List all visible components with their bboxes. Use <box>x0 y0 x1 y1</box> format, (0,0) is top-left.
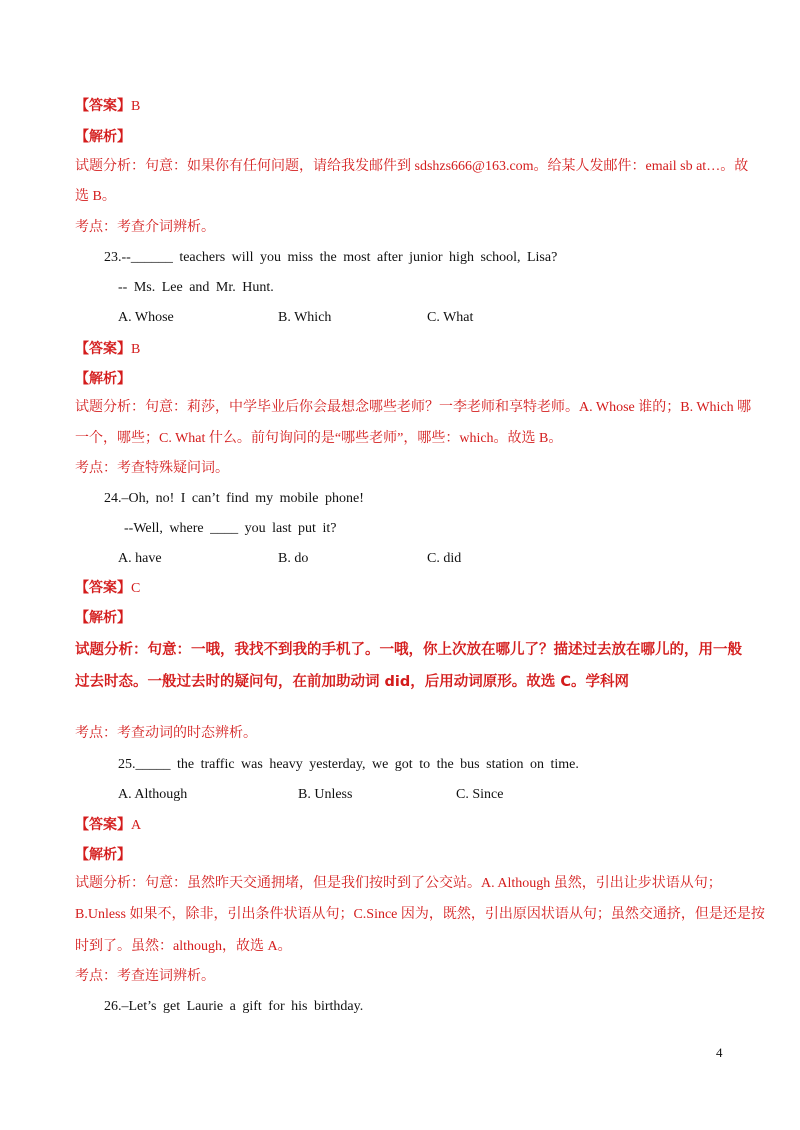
q25-option-c: C. Since <box>456 787 504 802</box>
q22-point: 考点：考查介词辨析。 <box>75 220 215 235</box>
answer-tag: 【答案】 <box>75 341 131 357</box>
q24-analysis-tag <box>75 608 131 629</box>
answer-value: B <box>131 99 141 114</box>
q22-analysis-line1: 试题分析：句意：如果你有任何问题，请给我发邮件到 sdshzs666@163.com。给某人发邮件：email sb at…。故 <box>75 159 749 174</box>
analysis-tag: 【解析】 <box>75 847 131 863</box>
q25-point: 考点：考查连词辨析。 <box>75 969 215 984</box>
q25-question: 25._____ the traffic was heavy yesterday, we got to the bus station on time. <box>118 757 579 772</box>
q24-option-a: A. have <box>118 551 162 566</box>
q23-reply: -- Ms. Lee and Mr. Hunt. <box>118 280 274 295</box>
q23-analysis-tag <box>75 369 131 390</box>
q24-reply: --Well, where ____ you last put it? <box>124 521 337 536</box>
q25-answer-line <box>75 815 141 836</box>
q24-option-c: C. did <box>427 551 462 566</box>
q22-analysis-line2: 选 B。 <box>75 189 116 204</box>
q23-option-b: B. Which <box>278 310 332 325</box>
q23-analysis-line1: 试题分析：句意：莉莎，中学毕业后你会最想念哪些老师？一李老师和享特老师。A. Whose 谁的；B. Which 哪 <box>75 400 752 415</box>
q25-analysis-line1: 试题分析：句意：虽然昨天交通拥堵，但是我们按时到了公交站。A. Although 虽然，引出让步状语从句； <box>75 876 722 891</box>
analysis-tag: 【解析】 <box>75 371 131 387</box>
q26-question: 26.–Let’s get Laurie a gift for his birthday. <box>104 999 364 1014</box>
q22-answer-line <box>75 96 140 117</box>
q24-analysis-line1: 试题分析：句意：一哦，我找不到我的手机了。一哦，你上次放在哪儿了？描述过去放在哪儿的，用一般 <box>75 642 742 658</box>
analysis-tag: 【解析】 <box>75 610 131 626</box>
analysis-tag: 【解析】 <box>75 129 131 145</box>
q24-option-b: B. do <box>278 551 309 566</box>
q22-analysis-tag <box>75 127 131 148</box>
q25-analysis-line2: B.Unless 如果不，除非，引出条件状语从句；C.Since 因为，既然，引出原因状语从句；虽然交通挤，但是还是按 <box>75 907 765 922</box>
answer-tag: 【答案】 <box>75 98 131 114</box>
page-number: 4 <box>716 1045 723 1060</box>
q23-option-a: A. Whose <box>118 310 174 325</box>
q24-answer-line <box>75 578 140 599</box>
q23-option-c: C. What <box>427 310 474 325</box>
answer-value: C <box>131 581 141 596</box>
q23-point: 考点：考查特殊疑问词。 <box>75 461 229 476</box>
q23-question: 23.--______ teachers will you miss the most after junior high school, Lisa? <box>104 250 558 265</box>
q25-analysis-tag <box>75 845 131 866</box>
answer-tag: 【答案】 <box>75 817 131 833</box>
q23-answer-line <box>75 339 140 360</box>
q25-option-b: B. Unless <box>298 787 353 802</box>
q24-point: 考点：考查动词的时态辨析。 <box>75 726 257 741</box>
q25-analysis-line3: 时到了。虽然：although，故选 A。 <box>75 939 292 954</box>
answer-value: A <box>131 818 142 833</box>
answer-value: B <box>131 342 141 357</box>
q23-analysis-line2: 一个，哪些；C. What 什么。前句询问的是“哪些老师”，哪些：which。故选 B。 <box>75 431 563 446</box>
q24-question: 24.–Oh, no! I can’t find my mobile phone! <box>104 491 364 506</box>
q24-analysis-line2: 过去时态。一般过去时的疑问句，在前加助动词 did，后用动词原形。故选 C。学科网 <box>75 674 629 690</box>
answer-tag: 【答案】 <box>75 580 131 596</box>
q25-option-a: A. Although <box>118 787 188 802</box>
